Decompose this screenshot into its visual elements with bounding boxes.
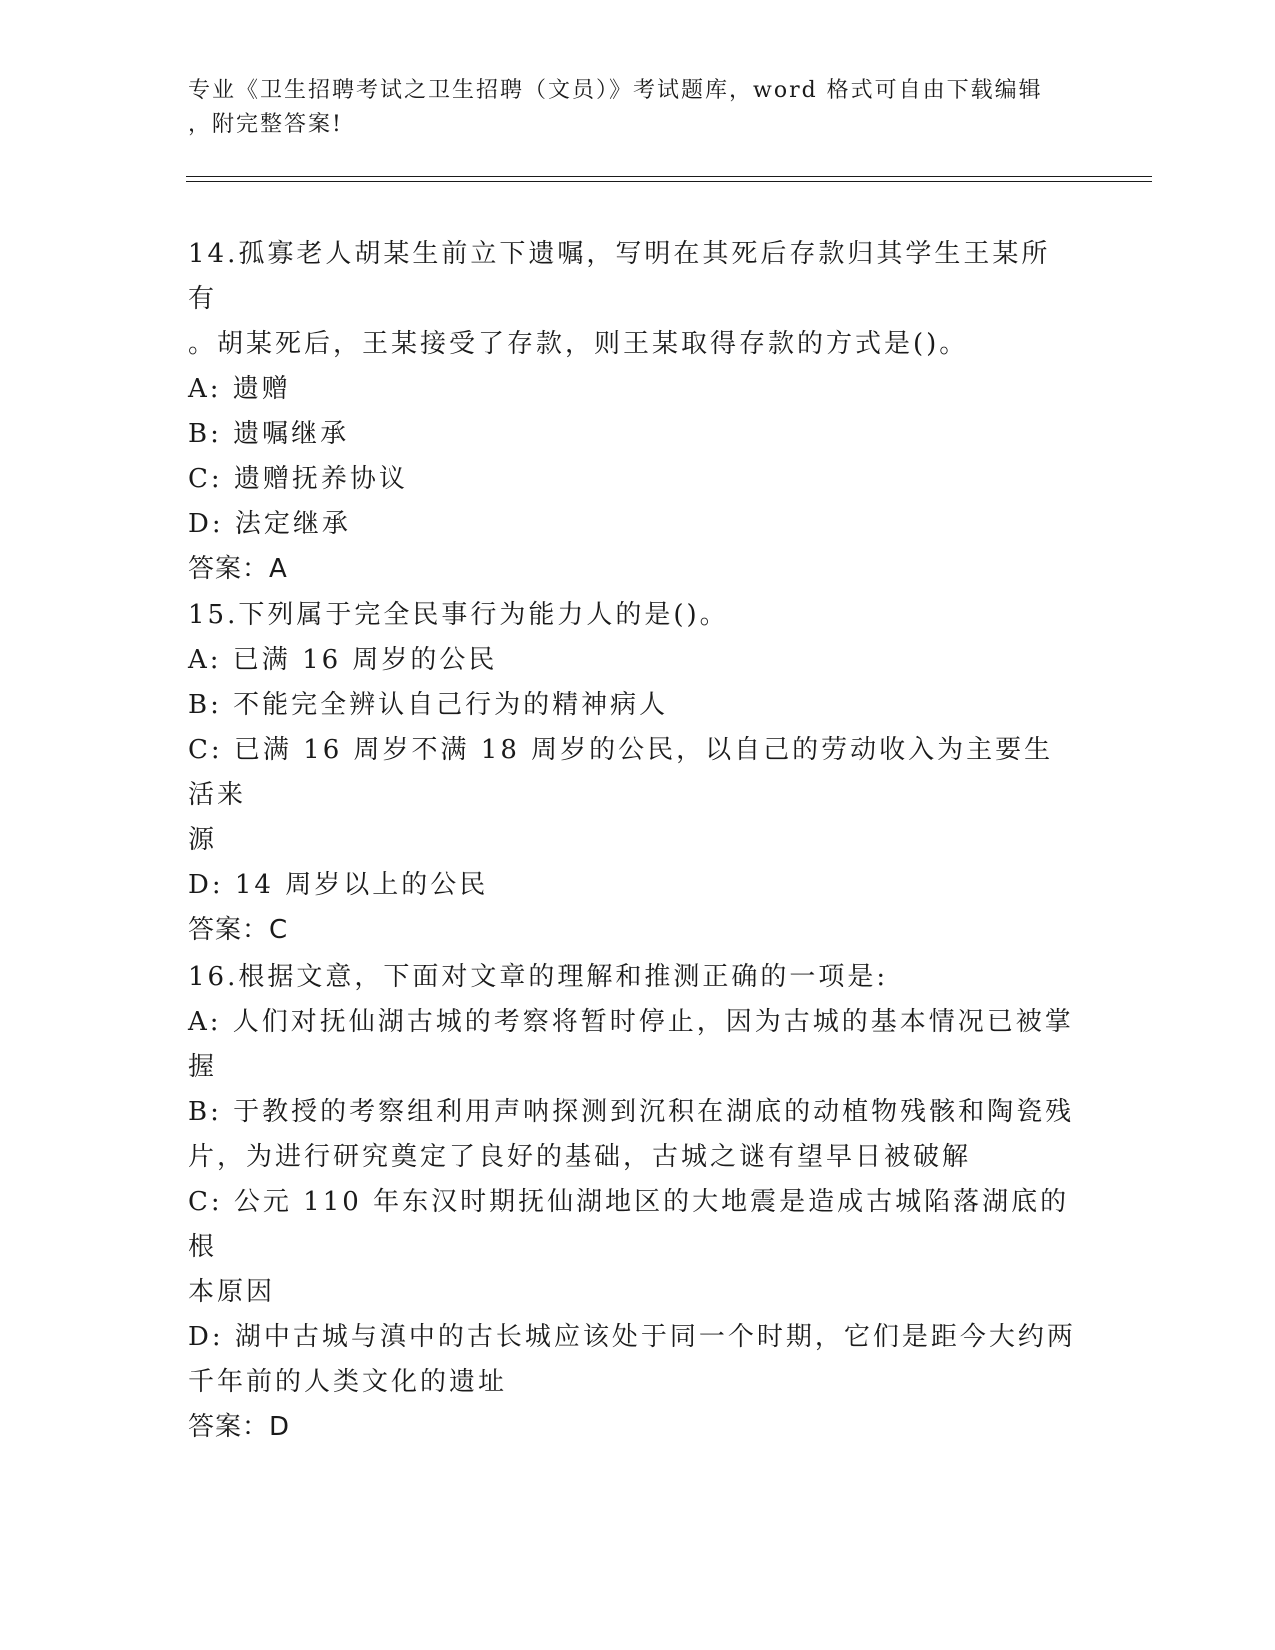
option-d: D: 湖中古城与滇中的古长城应该处于同一个时期，它们是距今大约两	[188, 1322, 1076, 1352]
header-line-2: ，附完整答案!	[188, 112, 343, 137]
option-d: D: 14 周岁以上的公民	[188, 870, 489, 900]
question-stem: 16.根据文意，下面对文章的理解和推测正确的一项是:	[188, 962, 889, 992]
option-c: C: 已满 16 周岁不满 18 周岁的公民，以自己的劳动收入为主要生活来	[188, 735, 1054, 810]
question-stem-continued: 。胡某死后，王某接受了存款，则王某取得存款的方式是()。	[188, 329, 969, 359]
option-b: B: 不能完全辨认自己行为的精神病人	[188, 690, 669, 720]
answer: 答案：A	[188, 554, 288, 584]
option-c-continued: 源	[188, 825, 218, 855]
question-16	[188, 955, 1078, 1450]
document-header	[188, 74, 1088, 142]
header-line-1: 专业《卫生招聘考试之卫生招聘（文员）》考试题库，word 格式可自由下载编辑	[188, 78, 1043, 103]
question-15	[188, 593, 1078, 953]
option-d: D: 法定继承	[188, 509, 351, 539]
question-14	[188, 232, 1078, 592]
option-d-continued: 千年前的人类文化的遗址	[188, 1367, 508, 1397]
option-a: A: 人们对抚仙湖古城的考察将暂时停止，因为古城的基本情况已被掌	[188, 1007, 1074, 1037]
question-stem: 15.下列属于完全民事行为能力人的是()。	[188, 600, 729, 630]
option-a-continued: 握	[188, 1052, 218, 1082]
option-a: A: 已满 16 周岁的公民	[188, 645, 498, 675]
option-b-continued: 片，为进行研究奠定了良好的基础，古城之谜有望早日被破解	[188, 1142, 972, 1172]
option-c: C: 遗赠抚养协议	[188, 464, 408, 494]
answer: 答案：D	[188, 1412, 291, 1442]
header-divider-top	[186, 176, 1152, 177]
option-b: B: 遗嘱继承	[188, 419, 350, 449]
answer: 答案：C	[188, 915, 289, 945]
option-b: B: 于教授的考察组利用声呐探测到沉积在湖底的动植物残骸和陶瓷残	[188, 1097, 1075, 1127]
option-c: C: 公元 110 年东汉时期抚仙湖地区的大地震是造成古城陷落湖底的根	[188, 1187, 1070, 1262]
option-c-continued: 本原因	[188, 1277, 276, 1307]
question-stem: 14.孤寡老人胡某生前立下遗嘱，写明在其死后存款归其学生王某所有	[188, 239, 1051, 314]
header-divider-bottom	[186, 181, 1152, 182]
option-a: A: 遗赠	[188, 374, 291, 404]
